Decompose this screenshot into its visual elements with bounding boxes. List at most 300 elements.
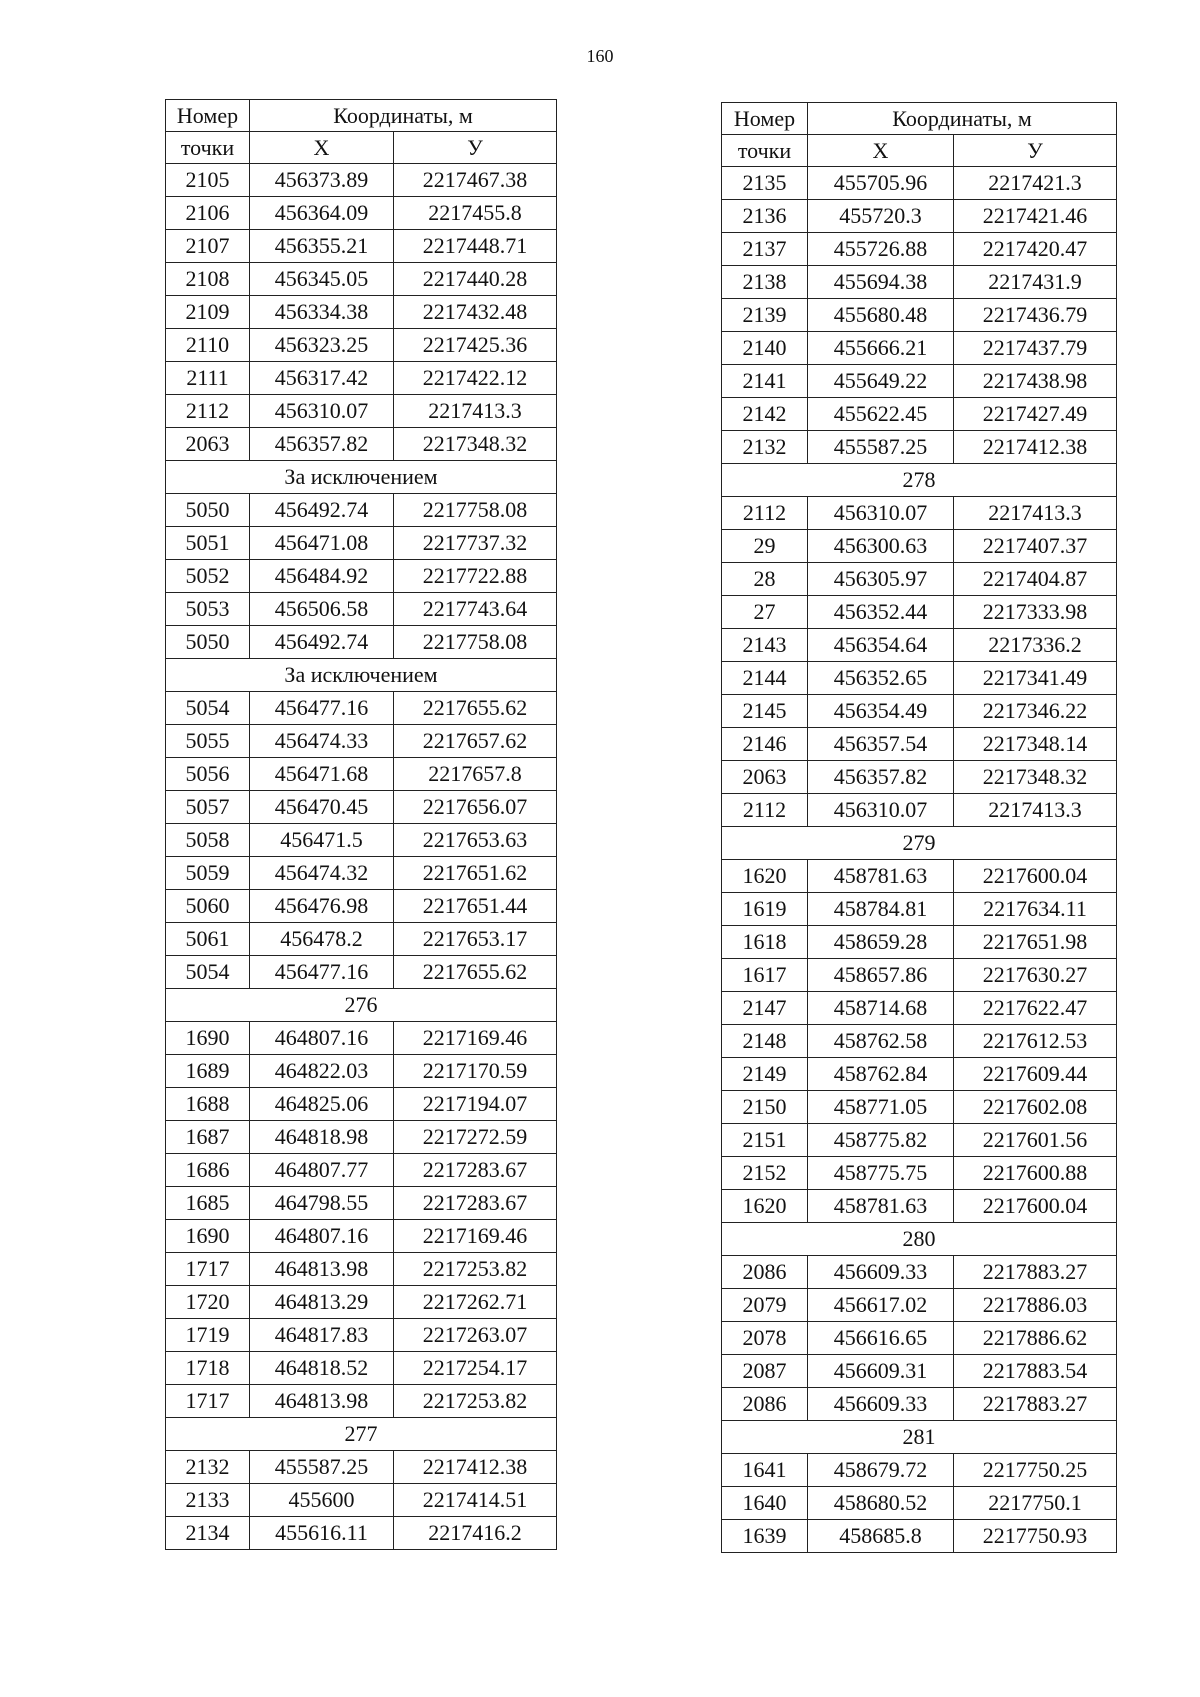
point-number-cell: 2087 (722, 1355, 808, 1388)
x-coordinate-cell: 456474.32 (250, 857, 394, 890)
y-coordinate-cell: 2217722.88 (394, 560, 557, 593)
x-coordinate-cell: 456484.92 (250, 560, 394, 593)
x-column-header: X (808, 135, 954, 167)
x-coordinate-cell: 458784.81 (808, 893, 954, 926)
x-coordinate-cell: 456471.5 (250, 824, 394, 857)
point-number-cell: 2150 (722, 1091, 808, 1124)
table-header (166, 100, 557, 164)
x-coordinate-cell: 458775.82 (808, 1124, 954, 1157)
point-number-cell: 2105 (166, 164, 250, 197)
point-number-cell: 2063 (722, 761, 808, 794)
x-coordinate-cell: 456352.65 (808, 662, 954, 695)
y-coordinate-cell: 2217420.47 (954, 233, 1117, 266)
x-coordinate-cell: 456492.74 (250, 626, 394, 659)
page-number: 160 (586, 46, 614, 66)
y-coordinate-cell: 2217600.88 (954, 1157, 1117, 1190)
x-coordinate-cell: 455649.22 (808, 365, 954, 398)
point-number-cell: 2140 (722, 332, 808, 365)
table-row (166, 560, 557, 593)
y-coordinate-cell: 2217750.93 (954, 1520, 1117, 1553)
x-coordinate-cell: 458762.58 (808, 1025, 954, 1058)
y-coordinate-cell: 2217169.46 (394, 1220, 557, 1253)
x-coordinate-cell: 464813.98 (250, 1253, 394, 1286)
table-row (722, 728, 1117, 761)
point-number-cell: 2137 (722, 233, 808, 266)
table-row (722, 893, 1117, 926)
x-coordinate-cell: 456305.97 (808, 563, 954, 596)
x-coordinate-cell: 464818.98 (250, 1121, 394, 1154)
table-row (166, 626, 557, 659)
point-number-cell: 1618 (722, 926, 808, 959)
table-row (166, 1220, 557, 1253)
x-coordinate-cell: 455680.48 (808, 299, 954, 332)
table-row (166, 494, 557, 527)
y-coordinate-cell: 2217272.59 (394, 1121, 557, 1154)
table-row (166, 362, 557, 395)
table-row (166, 1253, 557, 1286)
x-coordinate-cell: 456470.45 (250, 791, 394, 824)
y-coordinate-cell: 2217886.62 (954, 1322, 1117, 1355)
section-label: 279 (722, 827, 1117, 860)
table-row (166, 890, 557, 923)
table-row (722, 926, 1117, 959)
table-row (166, 197, 557, 230)
table-row (722, 200, 1117, 233)
y-coordinate-cell: 2217601.56 (954, 1124, 1117, 1157)
y-coordinate-cell: 2217421.46 (954, 200, 1117, 233)
x-coordinate-cell: 464807.16 (250, 1022, 394, 1055)
y-coordinate-cell: 2217333.98 (954, 596, 1117, 629)
y-coordinate-cell: 2217262.71 (394, 1286, 557, 1319)
table-row (722, 1256, 1117, 1289)
point-number-cell: 2111 (166, 362, 250, 395)
y-coordinate-cell: 2217422.12 (394, 362, 557, 395)
section-label: 277 (166, 1418, 557, 1451)
point-number-cell: 5051 (166, 527, 250, 560)
point-number-cell: 5058 (166, 824, 250, 857)
point-number-cell: 2139 (722, 299, 808, 332)
x-coordinate-cell: 456334.38 (250, 296, 394, 329)
x-coordinate-cell: 456477.16 (250, 956, 394, 989)
point-number-header-top: Номер (166, 100, 250, 132)
y-coordinate-cell: 2217348.32 (954, 761, 1117, 794)
y-coordinate-cell: 2217194.07 (394, 1088, 557, 1121)
x-coordinate-cell: 455694.38 (808, 266, 954, 299)
section-row (166, 1418, 557, 1451)
coordinates-table-left (165, 99, 557, 1550)
table-row (166, 329, 557, 362)
table-row (166, 923, 557, 956)
point-number-cell: 1719 (166, 1319, 250, 1352)
x-coordinate-cell: 456609.33 (808, 1256, 954, 1289)
section-label: 278 (722, 464, 1117, 497)
x-coordinate-cell: 455726.88 (808, 233, 954, 266)
point-number-cell: 2147 (722, 992, 808, 1025)
y-coordinate-cell: 2217448.71 (394, 230, 557, 263)
y-coordinate-cell: 2217653.17 (394, 923, 557, 956)
y-coordinate-cell: 2217883.54 (954, 1355, 1117, 1388)
x-coordinate-cell: 456355.21 (250, 230, 394, 263)
x-coordinate-cell: 458685.8 (808, 1520, 954, 1553)
y-coordinate-cell: 2217883.27 (954, 1388, 1117, 1421)
y-coordinate-cell: 2217436.79 (954, 299, 1117, 332)
x-coordinate-cell: 456323.25 (250, 329, 394, 362)
y-coordinate-cell: 2217254.17 (394, 1352, 557, 1385)
y-coordinate-cell: 2217169.46 (394, 1022, 557, 1055)
y-coordinate-cell: 2217750.25 (954, 1454, 1117, 1487)
section-label: 280 (722, 1223, 1117, 1256)
y-coordinate-cell: 2217341.49 (954, 662, 1117, 695)
point-number-header-bottom: точки (722, 135, 808, 167)
point-number-cell: 5060 (166, 890, 250, 923)
y-coordinate-cell: 2217283.67 (394, 1154, 557, 1187)
point-number-cell: 1717 (166, 1253, 250, 1286)
x-coordinate-cell: 464817.83 (250, 1319, 394, 1352)
table-row (722, 1355, 1117, 1388)
table-row (166, 1088, 557, 1121)
y-coordinate-cell: 2217413.3 (954, 497, 1117, 530)
table-row (166, 1319, 557, 1352)
y-coordinate-cell: 2217737.32 (394, 527, 557, 560)
x-coordinate-cell: 456300.63 (808, 530, 954, 563)
point-number-cell: 2079 (722, 1289, 808, 1322)
x-coordinate-cell: 464818.52 (250, 1352, 394, 1385)
x-coordinate-cell: 456506.58 (250, 593, 394, 626)
x-coordinate-cell: 458775.75 (808, 1157, 954, 1190)
table-row (722, 761, 1117, 794)
table-row (166, 824, 557, 857)
x-coordinate-cell: 456609.33 (808, 1388, 954, 1421)
y-coordinate-cell: 2217413.3 (954, 794, 1117, 827)
point-number-header-top: Номер (722, 103, 808, 135)
section-row (166, 989, 557, 1022)
table-row (722, 1289, 1117, 1322)
table-row (722, 1190, 1117, 1223)
point-number-cell: 1690 (166, 1022, 250, 1055)
coordinates-header: Координаты, м (808, 103, 1117, 135)
table-row (166, 263, 557, 296)
table-row (722, 1025, 1117, 1058)
point-number-cell: 2152 (722, 1157, 808, 1190)
table-row (722, 1520, 1117, 1553)
x-column-header: X (250, 132, 394, 164)
point-number-cell: 5053 (166, 593, 250, 626)
x-coordinate-cell: 458781.63 (808, 860, 954, 893)
x-coordinate-cell: 458680.52 (808, 1487, 954, 1520)
point-number-cell: 29 (722, 530, 808, 563)
x-coordinate-cell: 458762.84 (808, 1058, 954, 1091)
y-coordinate-cell: 2217263.07 (394, 1319, 557, 1352)
x-coordinate-cell: 456310.07 (808, 497, 954, 530)
x-coordinate-cell: 455616.11 (250, 1517, 394, 1550)
point-number-cell: 5056 (166, 758, 250, 791)
point-number-cell: 2132 (166, 1451, 250, 1484)
y-coordinate-cell: 2217656.07 (394, 791, 557, 824)
point-number-cell: 2134 (166, 1517, 250, 1550)
table-row (166, 956, 557, 989)
y-coordinate-cell: 2217421.3 (954, 167, 1117, 200)
x-coordinate-cell: 455622.45 (808, 398, 954, 431)
x-coordinate-cell: 458679.72 (808, 1454, 954, 1487)
point-number-cell: 1620 (722, 860, 808, 893)
y-coordinate-cell: 2217425.36 (394, 329, 557, 362)
table-row (166, 428, 557, 461)
point-number-cell: 1720 (166, 1286, 250, 1319)
x-coordinate-cell: 464807.77 (250, 1154, 394, 1187)
table-row (722, 794, 1117, 827)
table-row (722, 497, 1117, 530)
point-number-cell: 5050 (166, 626, 250, 659)
y-coordinate-cell: 2217253.82 (394, 1385, 557, 1418)
point-number-cell: 2132 (722, 431, 808, 464)
y-coordinate-cell: 2217253.82 (394, 1253, 557, 1286)
table-row (166, 1121, 557, 1154)
x-coordinate-cell: 464798.55 (250, 1187, 394, 1220)
table-row (722, 1454, 1117, 1487)
table-row (166, 1055, 557, 1088)
point-number-cell: 2145 (722, 695, 808, 728)
y-coordinate-cell: 2217630.27 (954, 959, 1117, 992)
table-row (722, 563, 1117, 596)
point-number-cell: 2112 (722, 497, 808, 530)
table-row (166, 1154, 557, 1187)
point-number-cell: 5057 (166, 791, 250, 824)
point-number-cell: 2133 (166, 1484, 250, 1517)
x-coordinate-cell: 464822.03 (250, 1055, 394, 1088)
y-coordinate-cell: 2217655.62 (394, 692, 557, 725)
table-row (722, 662, 1117, 695)
y-coordinate-cell: 2217455.8 (394, 197, 557, 230)
y-coordinate-cell: 2217414.51 (394, 1484, 557, 1517)
x-coordinate-cell: 456617.02 (808, 1289, 954, 1322)
section-row (722, 464, 1117, 497)
section-label: За исключением (166, 659, 557, 692)
table-row (166, 230, 557, 263)
table-row (166, 857, 557, 890)
y-coordinate-cell: 2217336.2 (954, 629, 1117, 662)
point-number-cell: 1639 (722, 1520, 808, 1553)
x-coordinate-cell: 456478.2 (250, 923, 394, 956)
table-row (722, 299, 1117, 332)
y-coordinate-cell: 2217634.11 (954, 893, 1117, 926)
y-coordinate-cell: 2217651.62 (394, 857, 557, 890)
point-number-cell: 1620 (722, 1190, 808, 1223)
point-number-cell: 2112 (166, 395, 250, 428)
y-coordinate-cell: 2217886.03 (954, 1289, 1117, 1322)
point-number-cell: 2142 (722, 398, 808, 431)
point-number-cell: 2141 (722, 365, 808, 398)
table-row (722, 1322, 1117, 1355)
table-row (722, 1388, 1117, 1421)
point-number-cell: 2063 (166, 428, 250, 461)
x-coordinate-cell: 456357.82 (250, 428, 394, 461)
table-row (722, 1157, 1117, 1190)
y-coordinate-cell: 2217427.49 (954, 398, 1117, 431)
x-coordinate-cell: 456357.82 (808, 761, 954, 794)
x-coordinate-cell: 456476.98 (250, 890, 394, 923)
table-body (722, 167, 1117, 1553)
point-number-cell: 5055 (166, 725, 250, 758)
point-number-cell: 1688 (166, 1088, 250, 1121)
point-number-cell: 5050 (166, 494, 250, 527)
x-coordinate-cell: 455666.21 (808, 332, 954, 365)
x-coordinate-cell: 456357.54 (808, 728, 954, 761)
table-row (722, 233, 1117, 266)
y-coordinate-cell: 2217657.8 (394, 758, 557, 791)
point-number-cell: 2151 (722, 1124, 808, 1157)
point-number-cell: 1640 (722, 1487, 808, 1520)
point-number-cell: 2112 (722, 794, 808, 827)
point-number-cell: 1690 (166, 1220, 250, 1253)
point-number-cell: 2086 (722, 1388, 808, 1421)
x-coordinate-cell: 455720.3 (808, 200, 954, 233)
x-coordinate-cell: 456477.16 (250, 692, 394, 725)
table-row (722, 629, 1117, 662)
table-row (166, 1352, 557, 1385)
x-coordinate-cell: 456354.64 (808, 629, 954, 662)
x-coordinate-cell: 456310.07 (808, 794, 954, 827)
coordinates-header: Координаты, м (250, 100, 557, 132)
point-number-cell: 2146 (722, 728, 808, 761)
point-number-cell: 28 (722, 563, 808, 596)
y-coordinate-cell: 2217431.9 (954, 266, 1117, 299)
y-coordinate-cell: 2217602.08 (954, 1091, 1117, 1124)
point-number-cell: 1686 (166, 1154, 250, 1187)
section-row (722, 1223, 1117, 1256)
section-row (166, 461, 557, 494)
section-label: 281 (722, 1421, 1117, 1454)
x-coordinate-cell: 464825.06 (250, 1088, 394, 1121)
point-number-cell: 1717 (166, 1385, 250, 1418)
y-coordinate-cell: 2217883.27 (954, 1256, 1117, 1289)
table-row (166, 296, 557, 329)
y-coordinate-cell: 2217609.44 (954, 1058, 1117, 1091)
y-coordinate-cell: 2217657.62 (394, 725, 557, 758)
table-row (722, 167, 1117, 200)
x-coordinate-cell: 456364.09 (250, 197, 394, 230)
table-row (166, 527, 557, 560)
x-coordinate-cell: 456616.65 (808, 1322, 954, 1355)
table-row (722, 695, 1117, 728)
table-row (722, 1124, 1117, 1157)
x-coordinate-cell: 456471.68 (250, 758, 394, 791)
y-coordinate-cell: 2217600.04 (954, 1190, 1117, 1223)
x-coordinate-cell: 455705.96 (808, 167, 954, 200)
point-number-cell: 2138 (722, 266, 808, 299)
point-number-cell: 5054 (166, 956, 250, 989)
x-coordinate-cell: 455587.25 (808, 431, 954, 464)
table-row (722, 530, 1117, 563)
y-coordinate-cell: 2217407.37 (954, 530, 1117, 563)
point-number-cell: 1617 (722, 959, 808, 992)
y-coordinate-cell: 2217600.04 (954, 860, 1117, 893)
point-number-cell: 2086 (722, 1256, 808, 1289)
x-coordinate-cell: 456474.33 (250, 725, 394, 758)
x-coordinate-cell: 456609.31 (808, 1355, 954, 1388)
point-number-cell: 2109 (166, 296, 250, 329)
table-row (722, 1058, 1117, 1091)
point-number-cell: 2110 (166, 329, 250, 362)
y-column-header: У (954, 135, 1117, 167)
section-label: За исключением (166, 461, 557, 494)
table-row (722, 365, 1117, 398)
table-row (166, 1517, 557, 1550)
table-row (722, 431, 1117, 464)
point-number-cell: 1687 (166, 1121, 250, 1154)
table-row (722, 959, 1117, 992)
x-coordinate-cell: 456354.49 (808, 695, 954, 728)
y-coordinate-cell: 2217653.63 (394, 824, 557, 857)
table-row (166, 758, 557, 791)
point-number-cell: 5052 (166, 560, 250, 593)
y-coordinate-cell: 2217348.32 (394, 428, 557, 461)
table-row (166, 725, 557, 758)
y-coordinate-cell: 2217612.53 (954, 1025, 1117, 1058)
y-coordinate-cell: 2217412.38 (954, 431, 1117, 464)
table-row (722, 1487, 1117, 1520)
point-number-header-bottom: точки (166, 132, 250, 164)
table-row (166, 791, 557, 824)
point-number-cell: 2106 (166, 197, 250, 230)
point-number-cell: 5054 (166, 692, 250, 725)
point-number-cell: 2135 (722, 167, 808, 200)
table-row (722, 1091, 1117, 1124)
y-coordinate-cell: 2217412.38 (394, 1451, 557, 1484)
x-coordinate-cell: 456373.89 (250, 164, 394, 197)
point-number-cell: 27 (722, 596, 808, 629)
y-coordinate-cell: 2217170.59 (394, 1055, 557, 1088)
x-coordinate-cell: 458714.68 (808, 992, 954, 1025)
table-row (722, 860, 1117, 893)
x-coordinate-cell: 456317.42 (250, 362, 394, 395)
y-coordinate-cell: 2217758.08 (394, 626, 557, 659)
section-row (722, 827, 1117, 860)
y-coordinate-cell: 2217346.22 (954, 695, 1117, 728)
point-number-cell: 2144 (722, 662, 808, 695)
table-body (166, 164, 557, 1550)
section-row (166, 659, 557, 692)
point-number-cell: 1689 (166, 1055, 250, 1088)
point-number-cell: 1641 (722, 1454, 808, 1487)
table-row (722, 266, 1117, 299)
y-coordinate-cell: 2217348.14 (954, 728, 1117, 761)
x-coordinate-cell: 464807.16 (250, 1220, 394, 1253)
table-row (166, 1022, 557, 1055)
table-row (166, 395, 557, 428)
y-coordinate-cell: 2217622.47 (954, 992, 1117, 1025)
y-coordinate-cell: 2217440.28 (394, 263, 557, 296)
table-row (166, 1187, 557, 1220)
table-row (722, 992, 1117, 1025)
y-coordinate-cell: 2217758.08 (394, 494, 557, 527)
table-header (722, 103, 1117, 167)
point-number-cell: 2078 (722, 1322, 808, 1355)
x-coordinate-cell: 464813.29 (250, 1286, 394, 1319)
x-coordinate-cell: 456352.44 (808, 596, 954, 629)
table-row (166, 1385, 557, 1418)
table-row (166, 1451, 557, 1484)
x-coordinate-cell: 456492.74 (250, 494, 394, 527)
point-number-cell: 1619 (722, 893, 808, 926)
point-number-cell: 5061 (166, 923, 250, 956)
table-row (166, 1484, 557, 1517)
point-number-cell: 2108 (166, 263, 250, 296)
y-coordinate-cell: 2217416.2 (394, 1517, 557, 1550)
section-label: 276 (166, 989, 557, 1022)
y-coordinate-cell: 2217432.48 (394, 296, 557, 329)
x-coordinate-cell: 456471.08 (250, 527, 394, 560)
x-coordinate-cell: 456310.07 (250, 395, 394, 428)
